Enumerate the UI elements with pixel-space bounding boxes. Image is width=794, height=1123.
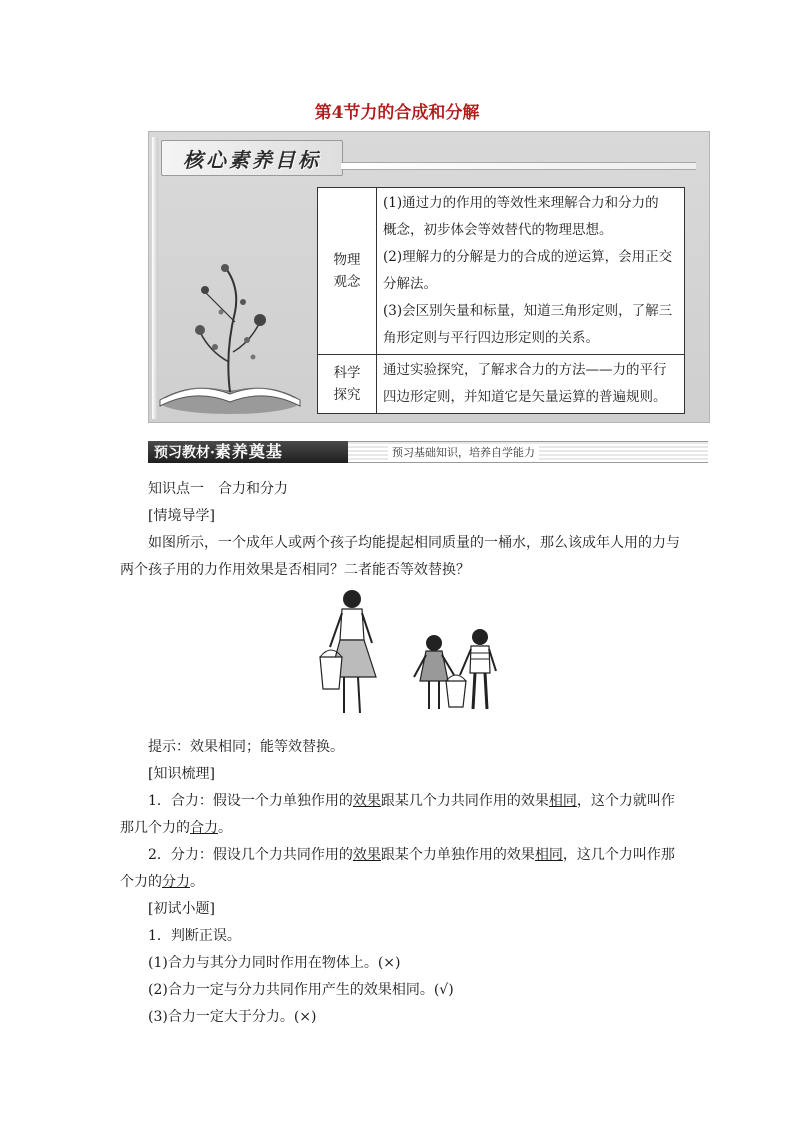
section-banner xyxy=(148,441,708,463)
banner-subtitle: 预习基础知识，培养自学能力 xyxy=(388,444,539,460)
table-row xyxy=(318,355,685,414)
scenario-line-2: 两个孩子用的力作用效果是否相同？二者能否等效替换？ xyxy=(120,562,470,578)
list-item: (1)合力与其分力同时作用在物体上。(×) xyxy=(148,955,401,971)
definition-resultant-line-1: 1．合力：假设一个力单独作用的效果跟某几个力共同作用的效果相同，这个力就叫作 xyxy=(148,793,675,809)
scenario-line-1: 如图所示，一个成年人或两个孩子均能提起相同质量的一桶水，那么该成年人用的力与 xyxy=(148,535,680,551)
goals-table xyxy=(317,187,685,414)
goal-text-cell: 通过实验探究，了解求合力的方法——力的平行 四边形定则，并知道它是矢量运算的普遍规则。 xyxy=(377,355,685,414)
core-goals-panel xyxy=(148,131,710,423)
table-row xyxy=(318,188,685,355)
page-title: 第4节力的合成和分解 xyxy=(314,103,480,123)
knowledge-point-title: 知识点一 合力和分力 xyxy=(148,481,288,497)
list-item: (3)合力一定大于分力。(×) xyxy=(148,1009,317,1025)
definition-component-line-1: 2．分力：假设几个力共同作用的效果跟某个力单独作用的效果相同，这几个力叫作那 xyxy=(148,847,675,863)
scenario-label: [情境导学] xyxy=(148,508,215,524)
question-1: 1．判断正误。 xyxy=(148,928,241,944)
definition-component-line-2: 个力的分力。 xyxy=(120,874,204,890)
banner-title: 预习教材·素养奠基 xyxy=(148,441,348,463)
category-cell: 科学 探究 xyxy=(318,355,377,414)
goals-heading: 核心素养目标 xyxy=(161,140,343,176)
trial-label: [初试小题] xyxy=(148,901,215,917)
flower-book-illustration xyxy=(155,262,305,422)
definition-resultant-line-2: 那几个力的合力。 xyxy=(120,820,232,836)
adult-and-children-carrying-water-illustration xyxy=(316,585,506,720)
list-item: (2)合力一定与分力共同作用产生的效果相同。(√) xyxy=(148,982,454,998)
goal-text-cell: (1)通过力的作用的等效性来理解合力和分力的 概念，初步体会等效替代的物理思想。 (2)理解力的分解是力的合成的逆运算，会用正交 分解法。 (3)会区别矢量和标量，知道三角形定则，了解三 角形定则与平行四边形定则的关系。 xyxy=(377,188,685,355)
knowledge-label: [知识梳理] xyxy=(148,766,215,782)
hint-text: 提示：效果相同；能等效替换。 xyxy=(148,739,344,755)
category-cell: 物理 观念 xyxy=(318,188,377,355)
heading-rule xyxy=(341,162,696,170)
